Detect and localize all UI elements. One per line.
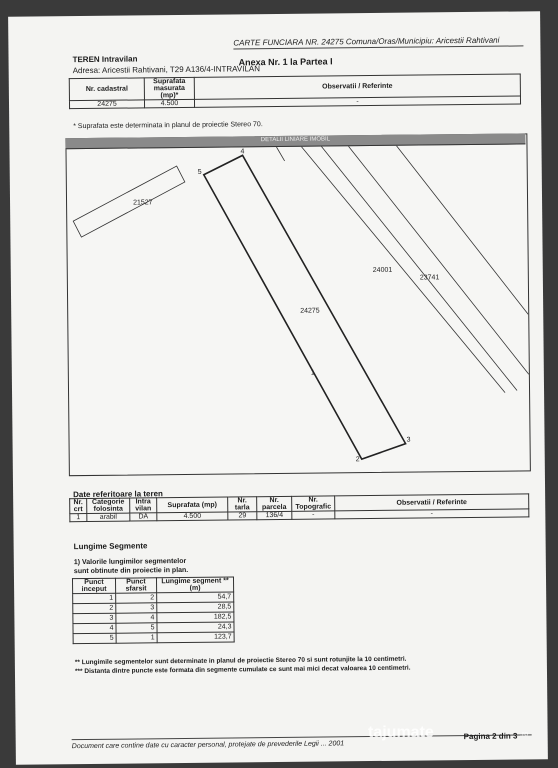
segment-end: 3	[116, 603, 157, 613]
segment-end: 1	[116, 633, 157, 643]
boundary-line-a	[301, 145, 505, 395]
segments-table	[72, 576, 235, 644]
cadastral-document	[8, 11, 548, 765]
cell-cadastral: 24275	[69, 100, 144, 109]
label-21527: 21527	[133, 199, 153, 207]
segment-notes	[75, 655, 411, 677]
note-rounding: ** Lungimile segmentelor sunt determinate in planul de proiectie Stereo 70 si sunt rotunjite la 10 centimetri.	[74, 655, 407, 667]
segment-start: 3	[73, 613, 116, 623]
cell-parcela: 136/4	[257, 511, 292, 519]
annex-title: Anexa Nr. 1 la Partea I	[238, 56, 333, 68]
col-lungime: Lungime segment ** (m)	[156, 577, 233, 593]
segment-length: 24,3	[157, 622, 234, 633]
segment-start: 1	[73, 593, 116, 603]
note-distance: *** Distanta dintre puncte este formata din segmente cumulate ce sunt mai mici decat valoarea 10 centimetri.	[74, 664, 411, 676]
page-number: Pagina 2 din 3	[463, 731, 518, 742]
col-suprafata-mp: Suprafata (mp)	[157, 497, 228, 513]
land-type-title: TEREN Intravilan	[72, 54, 138, 65]
point-5: 5	[197, 168, 202, 176]
cadastral-table	[69, 73, 521, 109]
col-observatii: Observatii / Referinte	[194, 74, 520, 99]
col-topografic: Nr. Topografic	[292, 496, 335, 511]
col-punct-inceput: Punct inceput	[72, 578, 115, 593]
segment-start: 4	[73, 623, 116, 633]
small-tick-line	[276, 147, 284, 161]
segment-start: 2	[73, 603, 116, 613]
parcel-plan	[65, 133, 531, 476]
cell-nr-crt: 1	[70, 514, 87, 522]
segment-end: 5	[116, 623, 157, 633]
col-nr-cadastral: Nr. cadastral	[69, 78, 144, 101]
neighbor-parcel-21527	[73, 166, 186, 237]
land-data-title: Date referitoare la teren	[73, 489, 163, 500]
segments-title: Lungime Segmente	[73, 541, 148, 552]
point-1: 1	[310, 369, 315, 377]
label-24001: 24001	[372, 266, 393, 275]
cell-suprafata-teren: 4.500	[157, 512, 228, 521]
col-punct-sfarsit: Punct sfarsit	[115, 578, 156, 593]
segment-length: 54,7	[157, 592, 234, 603]
segment-end: 2	[116, 593, 157, 603]
segment-length: 123,7	[157, 632, 234, 643]
watermark-suffix: .ro	[520, 731, 529, 738]
col-tarla: Nr. tarla	[228, 497, 257, 512]
segments-subtitle	[74, 557, 189, 576]
watermark-logo: tajumate	[368, 724, 434, 741]
document-header: CARTE FUNCIARA NR. 24275 Comuna/Oras/Municipiu: Aricestii Rahtivani	[233, 35, 500, 48]
cell-observatii-teren: -	[335, 509, 529, 519]
cell-intravilan: DA	[130, 513, 157, 521]
boundary-line-c	[348, 144, 528, 376]
boundary-line-b	[321, 145, 517, 393]
address-line: Adresa: Aricestii Rahtivani, T29 A136/4-INTRAVILAN	[72, 64, 261, 76]
col-parcela: Nr. parcela	[257, 496, 292, 511]
segments-subtitle-line1: 1) Valorile lungimilor segmentelor	[73, 557, 187, 567]
label-23741: 23741	[419, 274, 440, 282]
cell-suprafata: 4.500	[144, 99, 194, 108]
cell-observatii: -	[194, 96, 520, 107]
parcel-plan-drawing	[66, 134, 529, 475]
land-data-table	[69, 493, 529, 522]
segments-subtitle-line2: sunt obtinute din proiectie in plan.	[73, 566, 189, 576]
segment-start: 5	[73, 633, 116, 643]
segment-end: 4	[116, 613, 157, 623]
footer-text: Document care contine date cu caracter personal, protejate de prevederile Legii ... 2001	[71, 740, 345, 751]
plan-title: DETALII LINIARE IMOBIL	[260, 136, 331, 144]
col-intravilan: Intra vilan	[130, 498, 157, 513]
segment-length: 28,5	[157, 602, 234, 613]
surface-note: * Suprafata este determinata in planul de proiectie Stereo 70.	[73, 121, 263, 131]
cell-tarla: 29	[228, 512, 257, 520]
col-nr-crt: Nr. crt	[70, 499, 87, 514]
cell-topografic: -	[292, 511, 335, 519]
cell-categorie: arabil	[87, 513, 130, 521]
col-observatii-teren: Observatii / Referinte	[335, 494, 529, 511]
label-24275: 24275	[300, 307, 320, 315]
col-suprafata: Suprafata masurata (mp)*	[144, 77, 194, 100]
segment-row	[73, 632, 234, 644]
col-categorie: Categorie folosinta	[87, 498, 130, 513]
point-4: 4	[240, 148, 245, 156]
point-3: 3	[406, 436, 411, 444]
point-2: 2	[355, 456, 360, 464]
segment-length: 182,5	[157, 612, 234, 623]
